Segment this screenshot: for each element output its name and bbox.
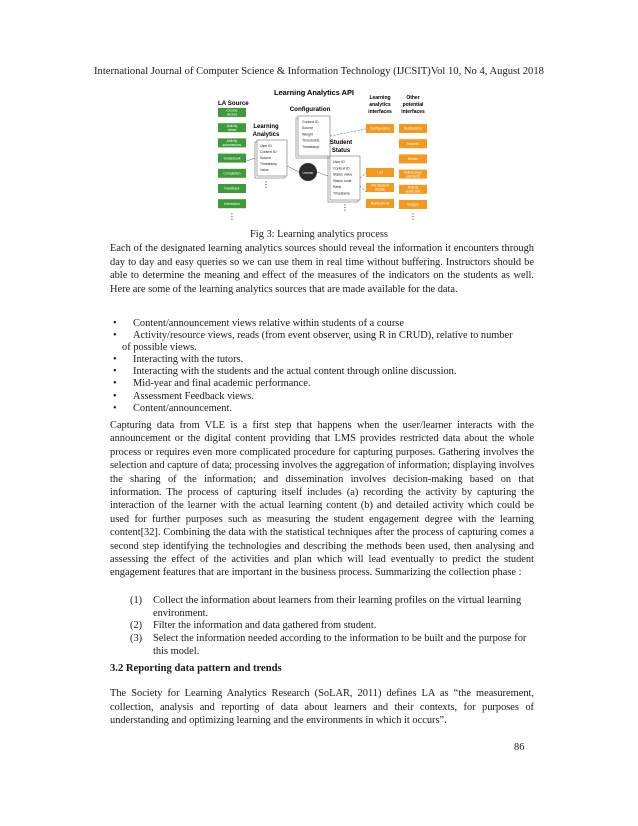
field-label: Value <box>260 168 269 172</box>
numbered-item: (2) Filter the information and data gathered from student. <box>130 620 377 632</box>
field-label: Context ID <box>302 120 319 124</box>
figure-caption: Fig 3: Learning analytics process <box>250 229 388 240</box>
la-title-2: Analytics <box>252 132 280 138</box>
la-source-list <box>218 108 246 208</box>
la-card <box>255 140 287 178</box>
la-source-title: LA Source <box>218 100 249 107</box>
other-interface-label: Reports <box>407 141 419 146</box>
running-header: International Journal of Computer Science & Information Technology (IJCSIT)Vol 10, No 4, August 2018 <box>94 66 544 77</box>
la-more: ⋮ <box>262 180 270 189</box>
api-title: Learning Analytics API <box>274 88 354 97</box>
field-label: Weight <box>302 132 313 137</box>
field-label: Status code <box>333 178 352 183</box>
la-source-label: submissions <box>222 143 242 148</box>
bullet-item: • Assessment Feedback views. <box>113 390 254 402</box>
learner-node-label: Learner <box>302 171 314 175</box>
bullet-list <box>110 318 534 415</box>
paragraph-3: The Society for Learning Analytics Research (SoLAR, 2011) defines LA as “the measurement, collection, analysis and reporting of data about learners and their contexts, for purposes of understanding and optimizing learning and the environments in which it occurs”. <box>110 688 534 727</box>
bullet-item: • Interacting with the tutors. <box>113 354 244 366</box>
field-label: Source <box>260 156 272 160</box>
la-source-label: access <box>226 112 238 117</box>
field-label: Thresholds <box>302 138 320 143</box>
other-title-1: Other <box>406 95 420 101</box>
interface-label: details <box>375 187 385 192</box>
la-source-label: Completion <box>223 171 241 176</box>
interfaces-title-2: analytics <box>369 102 391 108</box>
page-number: 86 <box>514 742 525 753</box>
interfaces-title-1: Learning <box>369 95 391 101</box>
other-interface-label: restriction <box>405 189 421 194</box>
field-label: Status value <box>333 172 353 177</box>
other-interface-label: Badges <box>407 202 419 207</box>
status-title-1: Student <box>329 140 353 146</box>
other-interface-label: Follow page <box>403 170 423 175</box>
field-label: Rank <box>333 185 342 190</box>
section-heading: 3.2 Reporting data pattern and trends <box>110 663 282 674</box>
la-source-label: Interaction <box>224 201 240 206</box>
field-label: Context ID <box>260 150 277 154</box>
field-label: Timestamp <box>333 191 351 196</box>
la-source-label: Gradebook <box>223 156 241 161</box>
learning-analytics-figure <box>210 86 440 222</box>
other-interface-label: Activity <box>407 185 419 190</box>
other-interface-label: elements <box>406 174 420 179</box>
bullet-item: • Activity/resource views, reads (from event observer, using R in CRUD), relative to number of possible views. <box>113 330 513 354</box>
status-title-2: Status <box>331 148 351 154</box>
interface-label: Per student <box>371 183 389 188</box>
bullet-item: • Content/announcement. <box>113 402 232 414</box>
status-card <box>328 156 360 202</box>
bullet-item: • Content/announcement views relative within students of a course <box>113 318 404 329</box>
field-label: Timestamp <box>260 162 278 166</box>
la-source-label: Feedback <box>224 186 240 191</box>
la-source-label: views <box>227 127 237 132</box>
paragraph-1: Each of the designated learning analytics sources should reveal the information it encounters through day to day and easy queries so we can use them in real time without buffering. Instructors should be able to determine the meaning and effect of the measures of the indicators on the students as well. Here are some of the learning analytics sources that are made available for the data. <box>110 243 534 295</box>
other-interface-label: Blocks <box>408 157 418 162</box>
other-title-2: potential <box>402 102 424 108</box>
la-source-label: Activity <box>226 139 238 144</box>
interfaces-title-3: interfaces <box>368 109 392 115</box>
field-label: Context ID <box>333 166 350 171</box>
other-more: ⋮ <box>409 212 417 221</box>
status-more: ⋮ <box>341 203 349 212</box>
interfaces-list <box>366 124 394 208</box>
paragraph-2: Capturing data from VLE is a first step that happens when the user/learner interacts with the announcement or the digital content providing that LMS provides restricted data about the whole process or requires even more complicated procedure for capturing purposes. Gathering involves the selection and capture of data; processing involves the aggregation of information; displaying involves the sharing of the information; and dissemination involves decision-making based on that information. The process of capturing itself includes (a) recording the activity by capturing the interaction of the learner with the actual learning content (b) and detailed activity which could be used for further purposes such as measuring the student engagement degree with the learning content[32]. Combining the data with the statistical techniques after the process of capturing comes a second step identifying the technologies and describing the methods been used, then analysing and assessing the effect of the activities and plan which will lead eventually to predict the student engagement features that are important in the business process. Summarizing the collection phase : <box>110 420 534 579</box>
field-label: Source <box>302 126 314 131</box>
interface-label: List <box>377 170 383 175</box>
interface-label: Notifications <box>370 201 390 206</box>
la-source-label: Activity <box>226 123 238 128</box>
other-title-3: interfaces <box>401 109 425 115</box>
la-source-more: ⋮ <box>228 212 236 221</box>
configuration-card <box>296 116 330 158</box>
field-label: User ID <box>333 160 345 164</box>
bullet-item: • Mid-year and final academic performance. <box>113 378 311 390</box>
la-source-label: Course <box>226 108 238 113</box>
other-interfaces-list <box>399 124 427 209</box>
la-title-1: Learning <box>253 124 279 130</box>
other-interface-label: Notifications <box>403 126 423 131</box>
numbered-list <box>110 595 534 659</box>
configuration-title: Configuration <box>289 106 331 113</box>
bullet-item: • Interacting with the students and the actual content through online discussion. <box>113 366 457 378</box>
field-label: Timestamp <box>302 144 320 149</box>
interface-label: Configuration <box>369 126 391 131</box>
numbered-item: (1) Collect the information about learners from their learning profiles on the virtual learning environment. <box>130 595 522 619</box>
numbered-item: (3) Select the information needed according to the information to be built and the purpose for this model. <box>130 633 527 657</box>
field-label: User ID <box>260 144 272 148</box>
